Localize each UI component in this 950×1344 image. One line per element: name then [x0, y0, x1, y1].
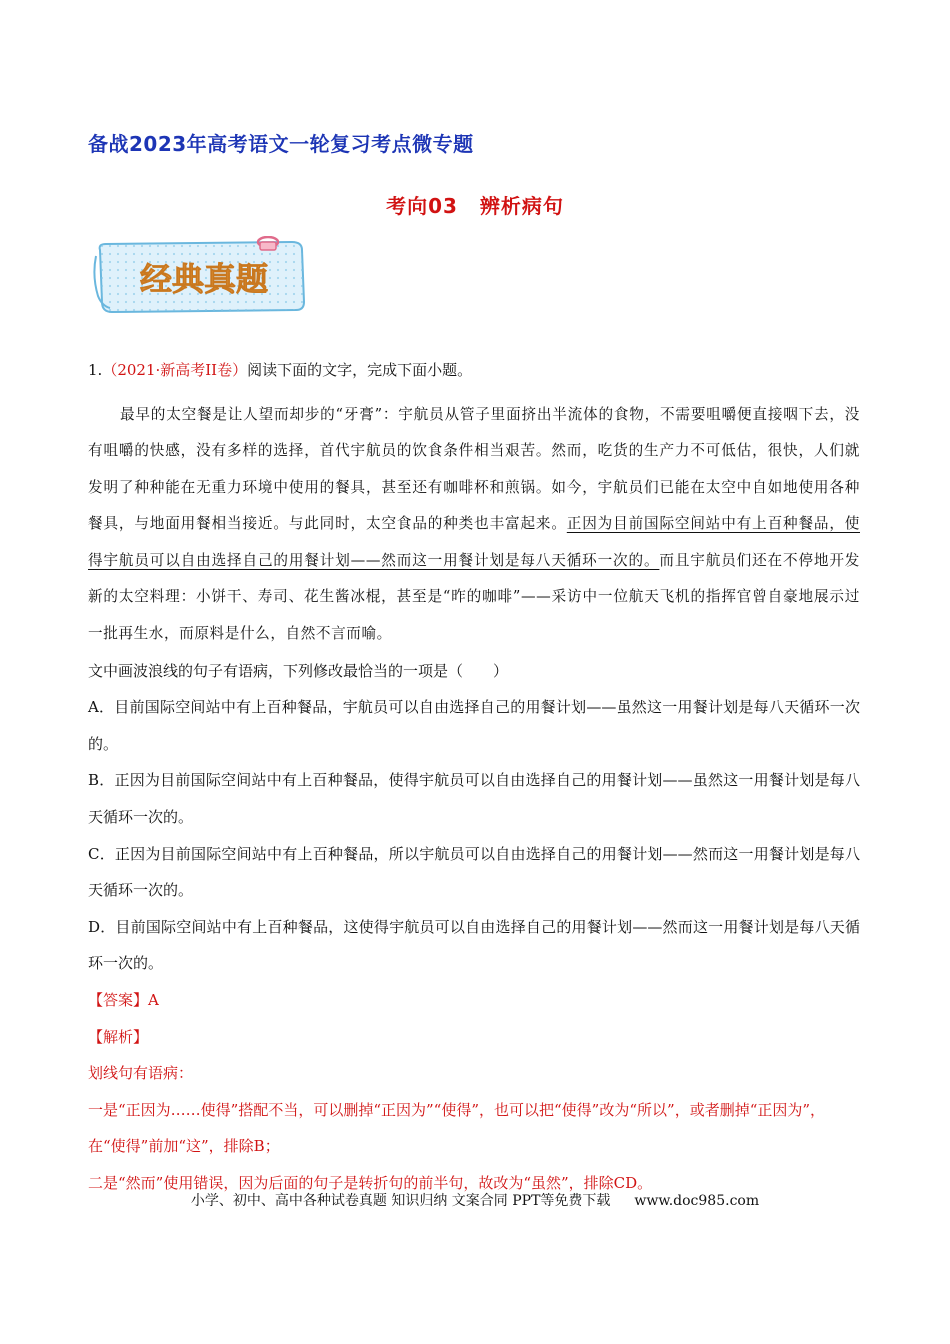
classic-exam-banner [92, 236, 312, 318]
answer-value: A [148, 991, 159, 1009]
passage-text-before: 最早的太空餐是让人望而却步的“牙膏”：宇航员从管子里面挤出半流体的食物，不需要咀嚼便直接咽下去，没有咀嚼的快感，没有多样的选择，首代宇航员的饮食条件相当艰苦。然而，吃货的生产力不可低估，很快，人们就发明了种种能在无重力环境中使用的餐具，甚至还有咖啡杯和煎锅。如今，宇航员们已能在太空中自如地使用各种餐具，与地面用餐相当接近。与此同时，太空食品的种类也丰富起来。 [88, 405, 860, 533]
analysis-text [88, 1055, 860, 1201]
wavy-underlined-sentence: 正因为目前国际空间站中有上百种餐品，使得宇航员可以自由选择自己的用餐计划——然而这一用餐计划是每八天循环一次的。 [88, 515, 860, 569]
paper-clip-icon [258, 237, 278, 250]
question-prompt: 文中画波浪线的句子有语病，下列修改最恰当的一项是（ ） [88, 661, 509, 680]
analysis-line-3: 二是“然而”使用错误，因为后面的句子是转折句的前半句，故改为“虽然”，排除CD。 [88, 1173, 653, 1192]
answer-label: 【答案】 [88, 991, 149, 1009]
topic-name: 辨析病句 [479, 194, 564, 218]
analysis-label: 【解析】 [88, 1027, 149, 1046]
analysis-line-2: 一是“正因为……使得”搭配不当，可以删掉“正因为”“使得”，也可以把“使得”改为“所以”，或者删掉“正因为”，在“使得”前加“这”，排除B； [88, 1100, 826, 1156]
option-c: C．正因为目前国际空间站中有上百种餐品，所以宇航员可以自由选择自己的用餐计划——然而这一用餐计划是每八天循环一次的。 [88, 844, 860, 900]
topic-number: 考向03 [386, 194, 458, 218]
footer-text: 小学、初中、高中各种试卷真题 知识归纳 文案合同 PPT等免费下载 [190, 1193, 611, 1209]
answer-line [88, 982, 860, 1019]
question-block [88, 352, 860, 1202]
option-a: A．目前国际空间站中有上百种餐品，宇航员可以自由选择自己的用餐计划——虽然这一用餐计划是每八天循环一次的。 [88, 698, 860, 753]
option-b: B．正因为目前国际空间站中有上百种餐品，使得宇航员可以自由选择自己的用餐计划——虽然这一用餐计划是每八天循环一次的。 [88, 771, 860, 827]
footer-url[interactable]: www.doc985.com [634, 1193, 760, 1209]
option-d: D．目前国际空间站中有上百种餐品，这使得宇航员可以自由选择自己的用餐计划——然而这一用餐计划是每八天循环一次的。 [88, 917, 860, 973]
passage-text-after: 而且宇航员们还在不停地开发新的太空料理：小饼干、寿司、花生酱冰棍，甚至是“昨的咖啡”——采访中一位航天飞机的指挥官曾自豪地展示过一批再生水，而原料是什么，自然不言而喻。 [88, 551, 861, 643]
question-header [88, 352, 860, 389]
topic-title [0, 190, 950, 219]
question-source: （2021·新高考II卷） [102, 361, 248, 379]
question-number: 1. [88, 361, 103, 379]
banner-text: 经典真题 [139, 260, 269, 298]
series-title: 备战2023年高考语文一轮复习考点微专题 [88, 132, 474, 156]
reading-passage [88, 397, 860, 653]
question-instruction: 阅读下面的文字，完成下面小题。 [247, 361, 473, 379]
analysis-line-1: 划线句有语病： [88, 1064, 194, 1083]
page-footer [0, 1190, 950, 1210]
